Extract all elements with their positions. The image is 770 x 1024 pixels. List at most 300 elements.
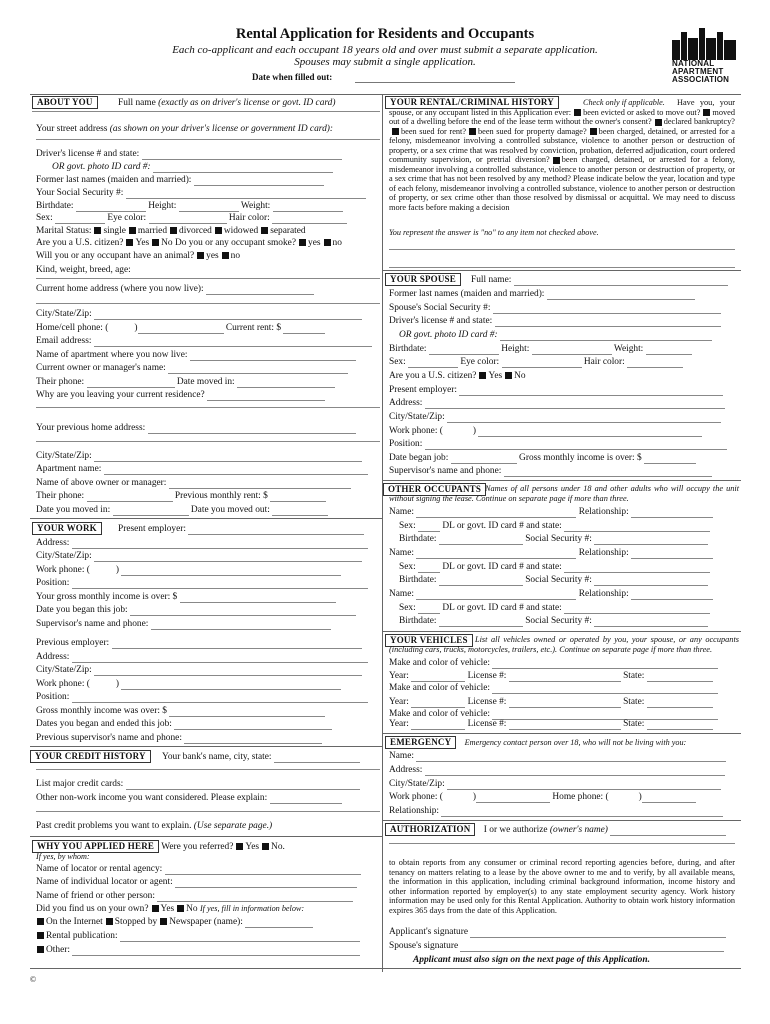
emergency-relationship-field[interactable] xyxy=(441,806,723,817)
emergency-relationship-label: Relationship: xyxy=(389,806,439,816)
spouse-eye-label: Eye color: xyxy=(460,357,500,367)
checkbox-rental-publication[interactable] xyxy=(37,932,44,939)
smoke-yes-label: yes xyxy=(308,238,321,248)
prev-phone-field[interactable] xyxy=(87,491,173,502)
occupant-1-birthdate-field[interactable] xyxy=(439,534,523,545)
individual-field[interactable] xyxy=(175,877,357,888)
newspaper-field[interactable] xyxy=(245,917,313,928)
occupant-2-relationship-field[interactable] xyxy=(631,548,713,559)
friend-label: Name of friend or other person: xyxy=(36,891,155,901)
occupant-3-dl-field[interactable] xyxy=(564,603,710,614)
checkbox-sued-damage[interactable] xyxy=(469,128,476,135)
checkbox-moved-out[interactable] xyxy=(703,109,710,116)
vehicle-2-year-label: Year: xyxy=(389,697,409,707)
spouse-heading: YOUR SPOUSE xyxy=(385,273,461,286)
referred-label: Were you referred? xyxy=(161,842,234,852)
citizen-no-label: No xyxy=(161,238,173,248)
stopped-label: Stopped by xyxy=(114,917,158,927)
income-field[interactable] xyxy=(180,592,336,603)
occupant-3-sex-label: Sex: xyxy=(399,603,416,613)
occupant-3-name-label: Name: xyxy=(389,589,414,599)
checkbox-referred-yes[interactable] xyxy=(236,843,243,850)
vehicle-2-make-label: Make and color of vehicle: xyxy=(389,683,491,693)
credit-cards-label: List major credit cards: xyxy=(36,779,124,789)
occupant-2-name-field[interactable] xyxy=(416,548,576,559)
authorization-heading: AUTHORIZATION xyxy=(385,823,475,836)
single-label: single xyxy=(103,226,126,236)
street-field[interactable] xyxy=(36,138,380,140)
occupant-1-name-label: Name: xyxy=(389,507,414,517)
emergency-rule xyxy=(383,733,741,734)
emergency-home-field[interactable] xyxy=(642,792,696,803)
hair-field[interactable] xyxy=(272,213,347,224)
newspaper-label: Newspaper (name): xyxy=(169,917,243,927)
checkbox-separated[interactable] xyxy=(261,227,268,234)
occupant-3-name-field[interactable] xyxy=(416,589,576,600)
spouse-photo-id-field[interactable] xyxy=(500,330,712,341)
dates-field[interactable] xyxy=(174,719,332,730)
separated-label: separated xyxy=(270,226,306,236)
occupant-1-name-field[interactable] xyxy=(416,507,576,518)
vehicle-1-make-label: Make and color of vehicle: xyxy=(389,658,491,668)
occupant-3-relationship-field[interactable] xyxy=(631,589,713,600)
occupant-2-sex-field[interactable] xyxy=(418,562,440,573)
prev-supervisor-field[interactable] xyxy=(184,733,322,744)
work-phone-area[interactable] xyxy=(90,566,116,576)
photo-id-field[interactable] xyxy=(153,162,333,173)
vehicle-3-year-label: Year: xyxy=(389,719,409,729)
work-csz-field[interactable] xyxy=(94,551,362,562)
spouse-began-label: Date began job: xyxy=(389,453,449,463)
occupant-2-birthdate-label: Birthdate: xyxy=(399,575,437,585)
prev-work-address-label: Address: xyxy=(36,652,70,662)
spouse-license-field[interactable] xyxy=(495,316,721,327)
vehicle-3-state-label: State: xyxy=(623,719,645,729)
checkbox-newspaper[interactable] xyxy=(160,918,167,925)
prev-work-address-field[interactable] xyxy=(72,652,368,663)
checkbox-referred-no[interactable] xyxy=(262,843,269,850)
spouse-address-label: Address: xyxy=(389,398,423,408)
spouse-birthdate-field[interactable] xyxy=(429,344,499,355)
animal-kind-label: Kind, weight, breed, age: xyxy=(36,265,131,275)
emergency-heading: EMERGENCY xyxy=(385,736,456,749)
bank-field-2[interactable] xyxy=(36,768,380,770)
spouse-signature-field[interactable] xyxy=(460,941,724,952)
checkbox-citizen-no[interactable] xyxy=(152,239,159,246)
emergency-name-field[interactable] xyxy=(416,751,726,762)
emergency-work-close: ) xyxy=(472,792,477,802)
citizen-label: Are you a U.S. citizen? xyxy=(36,238,124,248)
apartment-name-field[interactable] xyxy=(190,350,356,361)
bottom-rule-left xyxy=(30,968,382,969)
criminal-detail-field-1[interactable] xyxy=(389,248,735,250)
prev-employer-label: Previous employer: xyxy=(36,638,110,648)
prev-apartment-label: Apartment name: xyxy=(36,464,102,474)
friend-field[interactable] xyxy=(157,891,353,902)
vehicle-2-license-field[interactable] xyxy=(509,697,621,708)
spouse-weight-label: Weight: xyxy=(613,344,644,354)
street-label: Your street address xyxy=(36,124,108,134)
occupant-3-ssn-label: Social Security #: xyxy=(525,616,592,626)
license-label: Driver's license # and state: xyxy=(36,149,140,159)
vehicle-2-state-label: State: xyxy=(623,697,645,707)
eye-label: Eye color: xyxy=(107,213,147,223)
spouse-birthdate-label: Birthdate: xyxy=(389,344,427,354)
license-field[interactable] xyxy=(142,149,342,160)
emergency-home-phone-label: Home phone: ( xyxy=(552,792,609,802)
current-rent-field[interactable] xyxy=(283,323,325,334)
full-name-label: Full name xyxy=(118,98,156,108)
other-field[interactable] xyxy=(72,945,360,956)
vehicle-3-license-field[interactable] xyxy=(509,719,621,730)
check-applicable-label: Check only if applicable. xyxy=(583,98,665,107)
spouse-phone-field[interactable] xyxy=(478,426,702,437)
rental-publication-label: Rental publication: xyxy=(46,931,118,941)
spouse-supervisor-field[interactable] xyxy=(504,466,712,477)
dates-label: Dates you began and ended this job: xyxy=(36,719,172,729)
checkbox-find-yes[interactable] xyxy=(152,905,159,912)
height-field[interactable] xyxy=(179,201,239,212)
their-phone-label: Their phone: xyxy=(36,377,85,387)
checkbox-single[interactable] xyxy=(94,227,101,234)
previous-csz-field[interactable] xyxy=(94,451,362,462)
bankrupt-label: declared bankruptcy? xyxy=(663,117,735,126)
checkbox-married[interactable] xyxy=(129,227,136,234)
emergency-work-field[interactable] xyxy=(476,792,550,803)
why-applied-heading: WHY YOU APPLIED HERE xyxy=(32,840,159,853)
vehicle-1-license-label: License #: xyxy=(467,671,507,681)
birthdate-label: Birthdate: xyxy=(36,201,74,211)
vehicle-1-license-field[interactable] xyxy=(509,671,621,682)
spouse-photo-id-label: OR govt. photo ID card #: xyxy=(399,330,498,340)
why-leaving-field-2[interactable] xyxy=(36,406,380,408)
sued-rent-label: been sued for rent? xyxy=(401,126,467,136)
emergency-csz-label: City/State/Zip: xyxy=(389,779,445,789)
home-phone-field[interactable] xyxy=(138,323,224,334)
represent-note: You represent the answer is "no" to any item not checked above. xyxy=(389,228,599,237)
individual-label: Name of individual locator or agent: xyxy=(36,877,173,887)
emergency-address-label: Address: xyxy=(389,765,423,775)
their-phone-field[interactable] xyxy=(87,377,175,388)
position-label: Position: xyxy=(36,578,70,588)
checkbox-spouse-citizen-no[interactable] xyxy=(505,372,512,379)
date-filled-label: Date when filled out: xyxy=(252,72,333,82)
bank-label: Your bank's name, city, state: xyxy=(162,752,272,762)
current-address-field[interactable] xyxy=(206,284,314,295)
position-field[interactable] xyxy=(72,578,368,589)
spouse-income-field[interactable] xyxy=(644,453,696,464)
internet-label: On the Internet xyxy=(46,917,103,927)
occupant-1-ssn-field[interactable] xyxy=(594,534,708,545)
authorization-text: to obtain reports from any consumer or criminal record reporting agencies before, during, and after tenancy on matters relating to a lease by the above owner to me and to verify, by all available means, the information in this application, including criminal background information, income history and other information reported by employer(s) to any state employment security agency. Work history information may be used only for this Rental Application. Authority to obtain work history information expires 365 days from the date of this Application. xyxy=(389,858,735,915)
vehicle-2-state-field[interactable] xyxy=(647,697,713,708)
sex-field[interactable] xyxy=(55,213,105,224)
vehicle-2-year-field[interactable] xyxy=(411,697,465,708)
animal-label: Will you or any occupant have an animal? xyxy=(36,251,195,261)
full-name-field[interactable] xyxy=(32,110,380,112)
spouse-began-field[interactable] xyxy=(451,453,517,464)
smoke-label: Do you or any occupant smoke? xyxy=(174,238,296,248)
spouse-csz-field[interactable] xyxy=(447,412,721,423)
email-label: Email address: xyxy=(36,336,92,346)
began-label: Date you began this job: xyxy=(36,605,128,615)
your-work-heading: YOUR WORK xyxy=(32,522,102,535)
spouse-citizen-label: Are you a U.S. citizen? xyxy=(389,371,477,381)
checkbox-smoke-no[interactable] xyxy=(324,239,331,246)
email-field[interactable] xyxy=(94,336,372,347)
income-label: Your gross monthly income is over: $ xyxy=(36,592,178,602)
owner-name-field[interactable] xyxy=(168,363,348,374)
owner-authorize-field[interactable] xyxy=(610,825,726,836)
checkbox-animal-yes[interactable] xyxy=(197,252,204,259)
checkbox-spouse-citizen-yes[interactable] xyxy=(479,372,486,379)
home-phone-area[interactable] xyxy=(108,324,134,334)
occupant-1-relationship-field[interactable] xyxy=(631,507,713,518)
occupant-1-sex-field[interactable] xyxy=(418,521,440,532)
supervisor-label: Supervisor's name and phone: xyxy=(36,619,149,629)
checkbox-sued-rent[interactable] xyxy=(392,128,399,135)
began-field[interactable] xyxy=(130,605,356,616)
vehicle-3-make-label: Make and color of vehicle: xyxy=(389,709,491,719)
animal-kind-field[interactable] xyxy=(36,277,380,279)
eye-field[interactable] xyxy=(149,213,227,224)
checkbox-evicted[interactable] xyxy=(574,109,581,116)
credit-cards-field[interactable] xyxy=(126,779,360,790)
occupant-3-ssn-field[interactable] xyxy=(594,616,708,627)
employer-label: Present employer: xyxy=(118,524,186,534)
work-phone-label: Work phone: ( xyxy=(36,565,90,575)
emergency-work-area[interactable] xyxy=(443,793,473,803)
occupant-3-relationship-label: Relationship: xyxy=(578,589,629,599)
criminal-detail-field-2[interactable] xyxy=(389,266,735,268)
spouse-position-label: Position: xyxy=(389,439,423,449)
prev-income-field[interactable] xyxy=(169,706,325,717)
occupant-1-ssn-label: Social Security #: xyxy=(525,534,592,544)
other-income-field[interactable] xyxy=(270,793,342,804)
emergency-csz-field[interactable] xyxy=(447,779,721,790)
prev-work-phone-area[interactable] xyxy=(90,680,116,690)
animal-yes-label: yes xyxy=(206,251,219,261)
vehicle-2-license-label: License #: xyxy=(467,697,507,707)
prev-income-label: Gross monthly income was over: $ xyxy=(36,706,167,716)
applicant-signature-label: Applicant's signature xyxy=(389,927,469,937)
occupant-1-sex-label: Sex: xyxy=(399,521,416,531)
occupant-1-dl-field[interactable] xyxy=(564,521,710,532)
checkbox-internet[interactable] xyxy=(37,918,44,925)
spouse-citizen-no-label: No xyxy=(514,371,526,381)
owner-name-note: (owner's name) xyxy=(549,825,608,835)
other-income-field-2[interactable] xyxy=(36,810,380,812)
applicant-signature-field[interactable] xyxy=(470,927,726,938)
prev-rent-label: Previous monthly rent: $ xyxy=(174,491,268,501)
weight-label: Weight: xyxy=(240,201,271,211)
prev-owner-label: Name of above owner or manager: xyxy=(36,478,167,488)
prev-work-csz-field[interactable] xyxy=(94,665,362,676)
occupants-note: Names of all persons under 18 and other adults who will occupy the unit without signing the lease. Continue on separate page if more than three. xyxy=(389,484,739,503)
date-out-label: Date you moved out: xyxy=(190,505,270,515)
vehicles-note: List all vehicles owned or operated by you, your spouse, or any occupants (including cars, trucks, motorcycles, trailers, etc.). Continue on separate page if more than three. xyxy=(389,635,739,654)
spouse-ssn-field[interactable] xyxy=(493,303,721,314)
logo-text-1: NATIONAL xyxy=(672,59,715,68)
spouse-weight-field[interactable] xyxy=(646,344,692,355)
work-address-field[interactable] xyxy=(72,538,368,549)
emergency-address-field[interactable] xyxy=(425,765,725,776)
date-out-field[interactable] xyxy=(272,505,328,516)
work-address-label: Address: xyxy=(36,538,70,548)
spouse-hair-field[interactable] xyxy=(627,357,683,368)
hair-label: Hair color: xyxy=(228,213,270,223)
bank-field[interactable] xyxy=(274,752,360,763)
find-no-label: No xyxy=(186,904,198,914)
occupant-1-birthdate-label: Birthdate: xyxy=(399,534,437,544)
weight-field[interactable] xyxy=(273,201,343,212)
spouse-eye-field[interactable] xyxy=(502,357,582,368)
other-label: Other: xyxy=(46,945,70,955)
former-names-field[interactable] xyxy=(194,175,324,186)
spouse-sex-field[interactable] xyxy=(408,357,458,368)
previous-address-field[interactable] xyxy=(148,423,356,434)
birthdate-field[interactable] xyxy=(76,201,146,212)
bottom-rule-right xyxy=(383,968,741,969)
vehicle-1-year-label: Year: xyxy=(389,671,409,681)
emergency-home-area[interactable] xyxy=(609,793,639,803)
logo-text-3: ASSOCIATION xyxy=(672,75,730,84)
spouse-height-field[interactable] xyxy=(532,344,612,355)
occupants-rule xyxy=(383,480,741,481)
subtitle-line-1: Each co-applicant and each occupant 18 years old and over must submit a separate application. xyxy=(172,44,598,56)
prev-apartment-field[interactable] xyxy=(104,464,368,475)
supervisor-field[interactable] xyxy=(151,619,331,630)
vehicle-1-make-field[interactable] xyxy=(492,658,718,669)
credit-problems-note: (Use separate page.) xyxy=(193,821,273,831)
spouse-income-label: Gross monthly income is over: $ xyxy=(519,453,642,463)
prev-work-phone-field[interactable] xyxy=(121,679,341,690)
work-csz-label: City/State/Zip: xyxy=(36,551,92,561)
current-csz-label: City/State/Zip: xyxy=(36,309,92,319)
owner-authorize-field-2[interactable] xyxy=(389,842,735,844)
locator-field[interactable] xyxy=(165,864,361,875)
prev-supervisor-label: Previous supervisor's name and phone: xyxy=(36,733,182,743)
occupant-2-birthdate-field[interactable] xyxy=(439,575,523,586)
vehicle-1-year-field[interactable] xyxy=(411,671,465,682)
spouse-citizen-yes-label: Yes xyxy=(488,371,503,381)
work-rule xyxy=(30,518,382,519)
moved-in-field[interactable] xyxy=(237,377,335,388)
photo-id-label: OR govt. photo ID card #: xyxy=(52,162,151,172)
occupant-3-dl-label: DL or govt. ID card # and state: xyxy=(442,603,562,613)
occupant-3-birthdate-field[interactable] xyxy=(439,616,523,627)
checkbox-charged-unresolved[interactable] xyxy=(553,157,560,164)
moved-in-label: Date moved in: xyxy=(176,377,235,387)
prev-owner-field[interactable] xyxy=(169,478,351,489)
occupant-2-relationship-label: Relationship: xyxy=(578,548,629,558)
prev-position-field[interactable] xyxy=(72,692,368,703)
previous-address-field-2[interactable] xyxy=(36,440,380,442)
occupant-1-relationship-label: Relationship: xyxy=(578,507,629,517)
why-leaving-field[interactable] xyxy=(207,390,325,401)
employer-field[interactable] xyxy=(188,524,364,535)
prev-work-phone-close: ) xyxy=(115,679,120,689)
sex-label: Sex: xyxy=(36,213,53,223)
referred-yes-label: Yes xyxy=(245,842,260,852)
widowed-label: widowed xyxy=(223,226,259,236)
occupant-2-sex-label: Sex: xyxy=(399,562,416,572)
checkbox-citizen-yes[interactable] xyxy=(126,239,133,246)
spouse-employer-field[interactable] xyxy=(459,385,723,396)
spouse-license-label: Driver's license # and state: xyxy=(389,316,493,326)
spouse-phone-area[interactable] xyxy=(443,427,473,437)
spouse-phone-label: Work phone: ( xyxy=(389,426,443,436)
prev-employer-field[interactable] xyxy=(112,638,362,649)
checkbox-smoke-yes[interactable] xyxy=(299,239,306,246)
citizen-yes-label: Yes xyxy=(135,238,150,248)
spouse-csz-label: City/State/Zip: xyxy=(389,412,445,422)
spouse-supervisor-label: Supervisor's name and phone: xyxy=(389,466,502,476)
checkbox-charged-resolved[interactable] xyxy=(590,128,597,135)
why-leaving-label: Why are you leaving your current residence? xyxy=(36,390,205,400)
date-in-field[interactable] xyxy=(113,505,189,516)
occupant-2-dl-field[interactable] xyxy=(564,562,710,573)
checkbox-widowed[interactable] xyxy=(215,227,222,234)
previous-address-label: Your previous home address: xyxy=(36,423,146,433)
vehicle-1-state-label: State: xyxy=(623,671,645,681)
spouse-former-field[interactable] xyxy=(547,289,695,300)
spouse-address-field[interactable] xyxy=(425,398,725,409)
criminal-history-text xyxy=(389,98,735,212)
spouse-position-field[interactable] xyxy=(425,439,727,450)
vehicle-3-year-field[interactable] xyxy=(411,719,465,730)
emergency-name-label: Name: xyxy=(389,751,414,761)
authorization-rule xyxy=(383,820,741,821)
checkbox-bankrupt[interactable] xyxy=(655,119,662,126)
checkbox-divorced[interactable] xyxy=(170,227,177,234)
marital-label: Marital Status: xyxy=(36,226,92,236)
why-rule xyxy=(30,836,382,837)
checkbox-find-no[interactable] xyxy=(177,905,184,912)
ssn-field[interactable] xyxy=(126,188,366,199)
rental-publication-field[interactable] xyxy=(120,931,360,942)
other-income-label: Other non-work income you want considered. Please explain: xyxy=(36,793,268,803)
subtitle-line-2: Spouses may submit a single application. xyxy=(294,56,476,68)
occupant-3-sex-field[interactable] xyxy=(418,603,440,614)
spouse-name-field[interactable] xyxy=(514,275,728,286)
current-csz-field[interactable] xyxy=(94,309,362,320)
spouse-former-label: Former last names (maiden and married): xyxy=(389,289,545,299)
vehicle-3-state-field[interactable] xyxy=(647,719,713,730)
moved-out-label: moved out of a dwelling before the end of the lease term without the owner's consent? xyxy=(389,107,735,126)
apartment-name-label: Name of apartment where you now live: xyxy=(36,350,188,360)
logo-text-2: APARTMENT xyxy=(672,67,724,76)
charged-unresolved-label: been charged, detained, or arrested for a felony, misdemeanor involving a controlled substance, violence to another person or destruction of property, or a sex crime that has not been resolved by any method? Please indicate below the year, location and type of each felony, misdemeanor involving a controlled substance, violence to another person or destruction of property, or sex crime other than those resolved by dismissal or acquittal. We may need to discuss more facts before making a decision xyxy=(389,155,735,212)
smoke-no-label: no xyxy=(332,238,342,248)
work-phone-field[interactable] xyxy=(121,565,341,576)
emergency-note: Emergency contact person over 18, who will not be living with you: xyxy=(464,738,687,747)
checkbox-stopped-by[interactable] xyxy=(106,918,113,925)
prev-rent-field[interactable] xyxy=(270,491,326,502)
spouse-signature-label: Spouse's signature xyxy=(389,941,459,951)
current-address-field-2[interactable] xyxy=(36,302,380,304)
vehicle-2-make-field[interactable] xyxy=(492,683,718,694)
checkbox-animal-no[interactable] xyxy=(222,252,229,259)
occupants-heading: OTHER OCCUPANTS xyxy=(383,483,486,496)
animal-no-label: no xyxy=(230,251,241,261)
vehicle-1-state-field[interactable] xyxy=(647,671,713,682)
occupant-2-ssn-field[interactable] xyxy=(594,575,708,586)
divorced-label: divorced xyxy=(179,226,212,236)
copyright-mark: © xyxy=(30,975,37,984)
prev-phone-label: Their phone: xyxy=(36,491,85,501)
checkbox-other[interactable] xyxy=(37,946,44,953)
